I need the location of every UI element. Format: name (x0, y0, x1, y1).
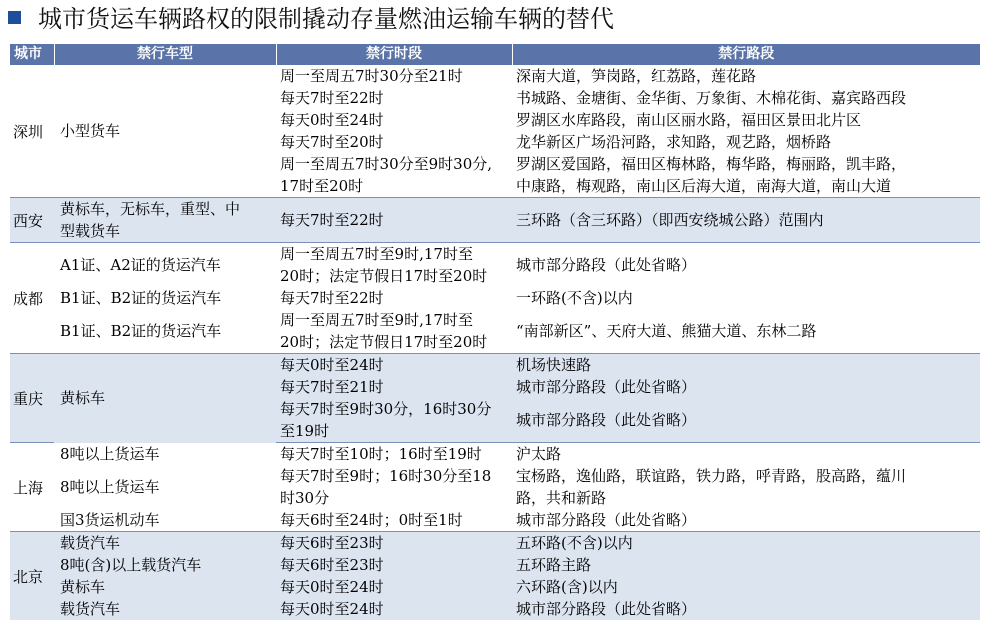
time-cell (276, 576, 512, 598)
vehicle-type-cell (54, 354, 276, 443)
vehicle-type-cell (54, 598, 276, 620)
vehicle-type-text: 8吨以上货运车 (60, 478, 160, 496)
vehicle-type-text: 型载货车 (60, 222, 121, 240)
vehicle-type-text: 国3货运机动车 (60, 511, 160, 529)
route-cell (512, 532, 980, 555)
time-cell (276, 287, 512, 309)
route-cell (512, 354, 980, 377)
page-title: 城市货运车辆路权的限制撬动存量燃油运输车辆的替代 (38, 5, 614, 33)
time-cell (276, 243, 512, 288)
vehicle-type-cell (54, 509, 276, 532)
city-cell-beijing: 北京 (10, 532, 54, 621)
table-header-row (10, 44, 980, 65)
vehicle-type-cell (54, 465, 276, 509)
city-cell-shanghai: 上海 (10, 443, 54, 532)
route-line: 五环路主路 (516, 556, 592, 574)
route-line: 沪太路 (516, 445, 562, 463)
time-line: 周一至周五7时至9时,17时至 (280, 245, 473, 263)
table-row-chengdu (10, 287, 980, 309)
table-row-chengdu (10, 309, 980, 354)
title-row (0, 0, 990, 42)
route-line: 龙华新区广场沿河路，求知路，观艺路，烟桥路 (516, 133, 832, 151)
vehicle-type-cell (54, 243, 276, 288)
route-line: 城市部分路段（此处省略） (516, 411, 697, 429)
time-cell (276, 554, 512, 576)
route-line: 一环路(不含)以内 (516, 289, 633, 307)
route-line: 宝杨路，逸仙路，联谊路，铁力路，呼青路，股高路，蕴川 (516, 467, 907, 485)
time-line: 每天6时至23时 (280, 534, 384, 552)
time-line: 每天0时至24时 (280, 111, 384, 129)
table-row-beijing (10, 598, 980, 620)
route-cell (512, 287, 980, 309)
city-cell-chengdu: 成都 (10, 243, 54, 354)
time-line: 每天7时至22时 (280, 89, 384, 107)
time-cell (276, 598, 512, 620)
route-cell (512, 554, 980, 576)
time-cell (276, 509, 512, 532)
time-cell (276, 65, 512, 198)
city-cell-chongqing: 重庆 (10, 354, 54, 443)
vehicle-type-cell (54, 532, 276, 555)
vehicle-type-text: 载货汽车 (60, 534, 121, 552)
route-line: 罗湖区爱国路，福田区梅林路，梅华路，梅丽路，凯丰路， (516, 155, 907, 173)
time-line: 每天7时至20时 (280, 133, 384, 151)
vehicle-type-text: B1证、B2证的货运汽车 (60, 289, 222, 307)
route-cell (512, 65, 980, 198)
header-vehicle-type: 禁行车型 (54, 44, 276, 65)
time-line: 每天6时至23时 (280, 556, 384, 574)
time-cell (276, 398, 512, 443)
route-line: 书城路、金塘街、金华街、万象街、木棉花街、嘉宾路西段 (516, 89, 907, 107)
vehicle-type-cell (54, 198, 276, 243)
route-cell (512, 198, 980, 243)
time-line: 每天7时至21时 (280, 378, 384, 396)
vehicle-type-text: 黄标车 (60, 389, 106, 408)
table-row-chengdu (10, 243, 980, 288)
route-line: 城市部分路段（此处省略） (516, 256, 697, 274)
vehicle-type-text: 8吨(含)以上载货汽车 (60, 556, 202, 574)
vehicle-type-cell (54, 554, 276, 576)
route-line: 六环路(含)以内 (516, 578, 618, 596)
route-cell (512, 576, 980, 598)
square-bullet-icon (8, 11, 21, 24)
route-line: 城市部分路段（此处省略） (516, 378, 697, 396)
time-line: 每天6时至24时；0时至1时 (280, 511, 463, 529)
route-cell (512, 509, 980, 532)
table-row-beijing (10, 532, 980, 555)
header-route: 禁行路段 (512, 44, 980, 65)
vehicle-type-text: 小型货车 (60, 122, 121, 140)
vehicle-type-text: 载货汽车 (60, 600, 121, 618)
vehicle-type-cell (54, 65, 276, 198)
vehicle-type-cell (54, 576, 276, 598)
vehicle-type-text: 8吨以上货运车 (60, 444, 160, 463)
time-line: 时30分 (280, 489, 330, 507)
route-cell (512, 243, 980, 288)
route-line: 机场快速路 (516, 356, 592, 374)
time-cell (276, 443, 512, 466)
time-line: 每天7时至22时 (280, 211, 384, 229)
city-cell-shenzhen: 深圳 (10, 65, 54, 198)
city-cell-xian: 西安 (10, 198, 54, 243)
table-row-chongqing (10, 354, 980, 377)
route-line: “南部新区”、天府大道、熊猫大道、东林二路 (516, 322, 817, 340)
restriction-table (10, 44, 980, 620)
time-line: 每天7时至10时；16时至19时 (280, 445, 482, 463)
route-line: 深南大道，笋岗路，红荔路，莲花路 (516, 67, 757, 85)
header-time: 禁行时段 (276, 44, 512, 65)
route-cell (512, 465, 980, 509)
time-line: 每天0时至24时 (280, 600, 384, 618)
route-cell (512, 398, 980, 443)
vehicle-type-cell (54, 309, 276, 354)
time-line: 每天0时至24时 (280, 356, 384, 374)
route-cell (512, 309, 980, 354)
time-line: 20时；法定节假日17时至20时 (280, 333, 488, 351)
time-cell (276, 376, 512, 398)
vehicle-type-text: B1证、B2证的货运汽车 (60, 322, 222, 340)
time-cell (276, 198, 512, 243)
table-row-beijing (10, 576, 980, 598)
table-row-beijing (10, 554, 980, 576)
time-line: 每天7时至22时 (280, 289, 384, 307)
time-line: 周一至周五7时30分至21时 (280, 67, 463, 85)
route-line: 城市部分路段（此处省略） (516, 511, 697, 529)
vehicle-type-cell (54, 443, 276, 466)
vehicle-type-cell (54, 287, 276, 309)
time-cell (276, 309, 512, 354)
table-row-shanghai (10, 465, 980, 509)
route-line: 罗湖区水库路段，南山区丽水路，福田区景田北片区 (516, 111, 862, 129)
route-cell (512, 376, 980, 398)
time-cell (276, 354, 512, 377)
table-row-shanghai (10, 509, 980, 532)
route-line: 路，共和新路 (516, 489, 607, 507)
time-cell (276, 532, 512, 555)
route-line: 中康路，梅观路，南山区后海大道，南海大道，南山大道 (516, 177, 892, 195)
time-line: 周一至周五7时至9时,17时至 (280, 311, 473, 329)
time-cell (276, 465, 512, 509)
header-city: 城市 (10, 44, 54, 65)
route-cell (512, 598, 980, 620)
time-line: 20时；法定节假日17时至20时 (280, 267, 488, 285)
route-line: 三环路（含三环路）（即西安绕城公路）范围内 (516, 211, 824, 229)
route-line: 五环路(不含)以内 (516, 534, 633, 552)
table-row-shenzhen (10, 65, 980, 198)
route-cell (512, 443, 980, 466)
time-line: 周一至周五7时30分至9时30分, (280, 155, 493, 173)
time-line: 17时至20时 (280, 177, 364, 195)
table-row-xian (10, 198, 980, 243)
time-line: 每天7时至9时；16时30分至18 (280, 467, 492, 485)
table-row-shanghai (10, 443, 980, 466)
time-line: 每天0时至24时 (280, 578, 384, 596)
vehicle-type-text: A1证、A2证的货运汽车 (60, 256, 221, 274)
vehicle-type-text: 黄标车 (60, 578, 106, 596)
time-line: 每天7时至9时30分，16时30分 (280, 400, 492, 418)
vehicle-type-text: 黄标车，无标车，重型、中 (60, 200, 241, 218)
time-line: 至19时 (280, 422, 330, 440)
route-line: 城市部分路段（此处省略） (516, 600, 697, 618)
